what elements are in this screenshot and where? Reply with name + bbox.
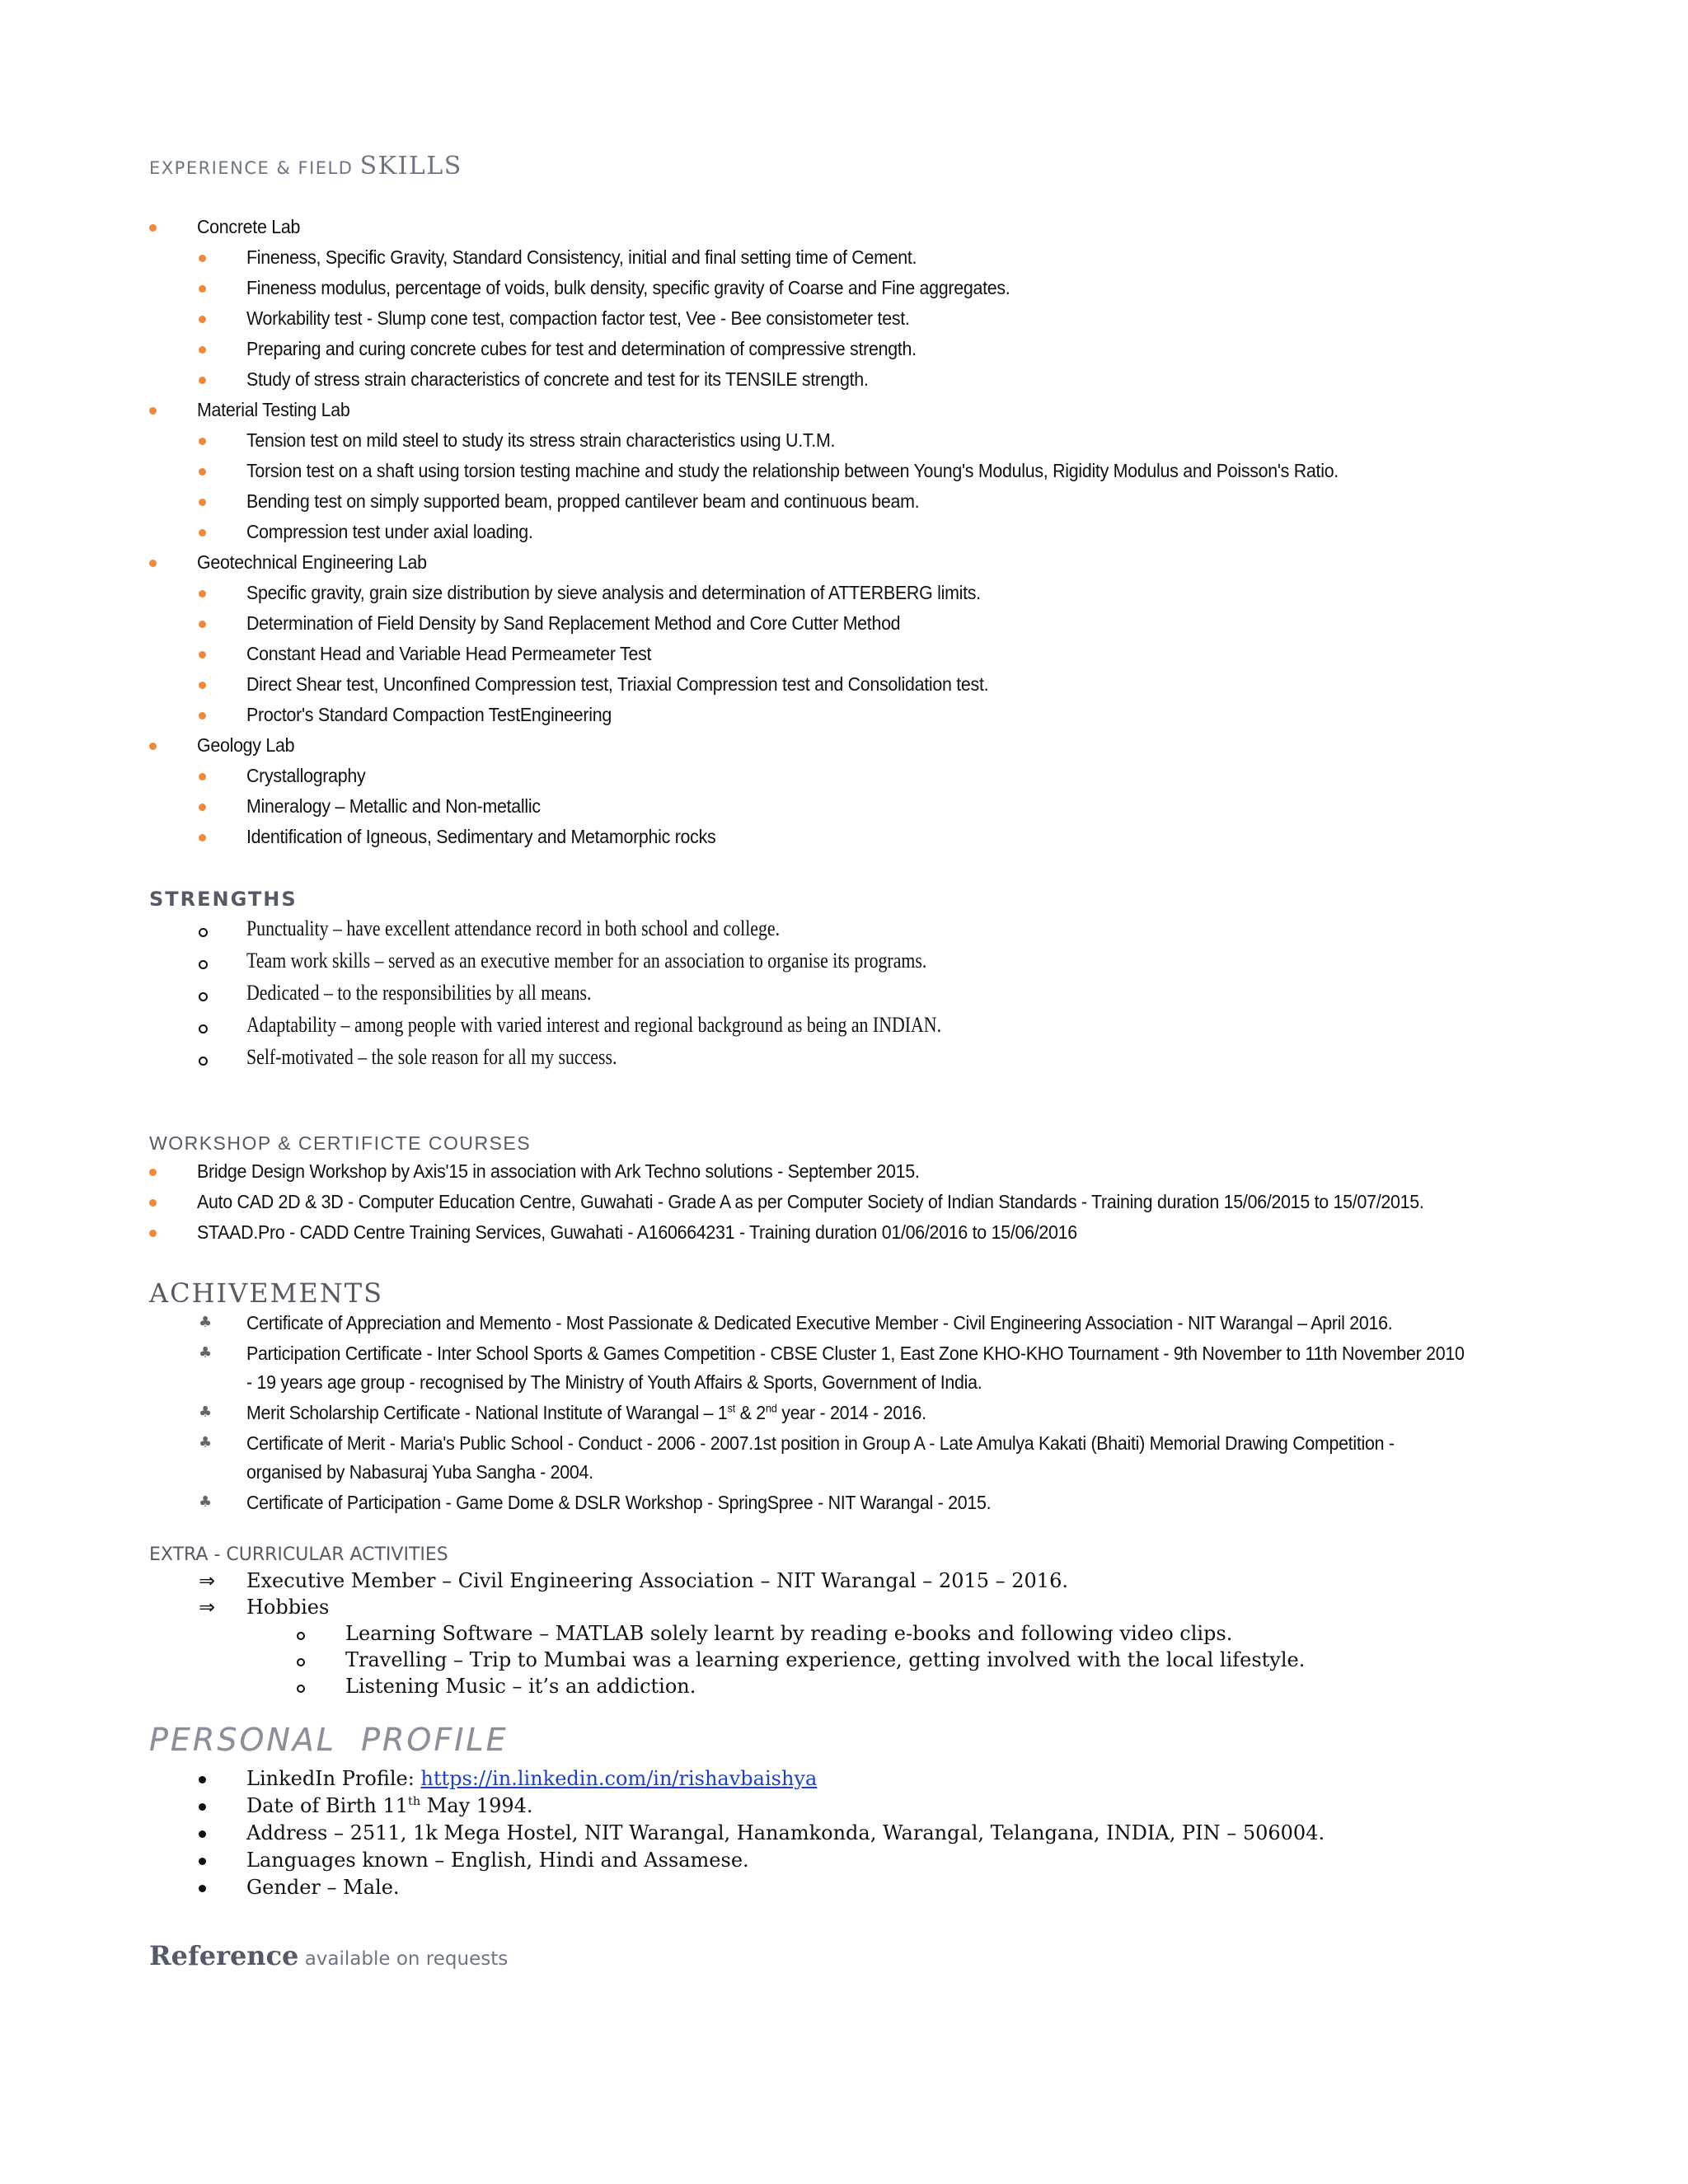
list-item-text: Certificate of Participation - Game Dome & DSLR Workshop - SpringSpree - NIT Warangal - 2015. bbox=[246, 1492, 992, 1513]
bullet-dot bbox=[199, 1858, 206, 1865]
bullet-dot bbox=[199, 712, 206, 719]
bullet-dot bbox=[199, 621, 206, 628]
list-item-text: STAAD.Pro - CADD Centre Training Services, Guwahati - A160664231 - Training duration 01/06/2016 to 15/06/2016 bbox=[197, 1221, 1077, 1243]
lab-title: Material Testing Lab bbox=[197, 399, 350, 420]
list-item-text: Preparing and curing concrete cubes for test and determination of compressive strength. bbox=[246, 338, 917, 359]
bullet-dot bbox=[199, 1830, 206, 1838]
lab-title: Geotechnical Engineering Lab bbox=[197, 551, 427, 573]
double-arrow-icon: ⇒ bbox=[199, 1596, 216, 1619]
linkedin-link[interactable]: https://in.linkedin.com/in/rishavbaishya bbox=[420, 1767, 818, 1790]
list-item-text: Study of stress strain characteristics of concrete and test for its TENSILE strength. bbox=[246, 368, 869, 390]
list-item-text: Tension test on mild steel to study its stress strain characteristics using U.T.M. bbox=[246, 429, 836, 451]
reference-subtitle: available on requests bbox=[298, 1948, 509, 1970]
bullet-dot bbox=[199, 1776, 206, 1783]
bullet-dot bbox=[149, 560, 157, 567]
list-item-text: Identification of Igneous, Sedimentary and Metamorphic rocks bbox=[246, 826, 716, 847]
list-item-text: Certificate of Appreciation and Memento - Most Passionate & Dedicated Executive Member - Civil Engineering Association - NIT Warangal – April 2016. bbox=[246, 1312, 1393, 1333]
bullet-dot bbox=[149, 1199, 157, 1207]
bullet-dot bbox=[199, 499, 206, 506]
experience-heading-small: EXPERIENCE & FIELD bbox=[149, 158, 354, 178]
bullet-dot bbox=[199, 651, 206, 658]
list-item-text: Fineness, Specific Gravity, Standard Consistency, initial and final setting time of Cement. bbox=[246, 246, 917, 268]
experience-heading-big: SKILLS bbox=[359, 152, 462, 180]
list-item-text: Travelling – Trip to Mumbai was a learning experience, getting involved with the local lifestyle. bbox=[345, 1648, 1306, 1671]
list-item-text: Date of Birth 11th May 1994. bbox=[246, 1794, 533, 1817]
bullet-dot bbox=[149, 1169, 157, 1176]
bullet-dot bbox=[199, 804, 206, 811]
bullet-circle bbox=[297, 1685, 305, 1693]
club-bullet-icon: ♣ bbox=[199, 1434, 213, 1451]
bullet-dot bbox=[149, 224, 157, 232]
club-bullet-icon: ♣ bbox=[199, 1314, 213, 1331]
list-item-text: Compression test under axial loading. bbox=[246, 521, 533, 542]
workshop-heading: WORKSHOP & CERTIFICTE COURSES bbox=[149, 1132, 532, 1154]
list-item-text: Bridge Design Workshop by Axis'15 in association with Ark Techno solutions - September 2015. bbox=[197, 1160, 920, 1182]
bullet-dot bbox=[199, 285, 206, 293]
list-item-text: Team work skills – served as an executive member for an association to organise its programs. bbox=[246, 949, 927, 972]
bullet-dot bbox=[199, 255, 206, 262]
personal-heading: PERSONAL PROFILE bbox=[149, 1722, 509, 1758]
list-item-text: Fineness modulus, percentage of voids, bulk density, specific gravity of Coarse and Fine aggregates. bbox=[246, 277, 1010, 298]
strengths-heading: STRENGTHS bbox=[149, 888, 298, 911]
bullet-dot bbox=[199, 590, 206, 598]
bullet-dot bbox=[199, 346, 206, 354]
bullet-dot bbox=[199, 529, 206, 537]
bullet-dot bbox=[199, 1885, 206, 1892]
bullet-dot bbox=[149, 407, 157, 415]
list-item-text: Mineralogy – Metallic and Non-metallic bbox=[246, 795, 541, 817]
club-bullet-icon: ♣ bbox=[199, 1344, 213, 1361]
list-item-text: Proctor's Standard Compaction TestEngineering bbox=[246, 704, 612, 725]
list-item-text: Punctuality – have excellent attendance record in both school and college. bbox=[246, 916, 781, 940]
bullet-dot bbox=[199, 438, 206, 445]
list-item-text: Determination of Field Density by Sand Replacement Method and Core Cutter Method bbox=[246, 612, 901, 634]
list-item-text: Certificate of Merit - Maria's Public School - Conduct - 2006 - 2007.1st position in Group A - Late Amulya Kakati (Bhaiti) Memorial Drawing Competition - bbox=[246, 1432, 1395, 1454]
achievements-heading: ACHIVEMENTS bbox=[149, 1277, 383, 1309]
club-bullet-icon: ♣ bbox=[199, 1404, 213, 1421]
extra-heading: EXTRA - CURRICULAR ACTIVITIES bbox=[149, 1544, 448, 1565]
list-item-text: Torsion test on a shaft using torsion testing machine and study the relationship between Young's Modulus, Rigidity Modulus and Poisson's Ratio. bbox=[246, 460, 1339, 481]
bullet-circle bbox=[199, 1024, 208, 1033]
bullet-dot bbox=[199, 316, 206, 323]
list-item-text: Languages known – English, Hindi and Assamese. bbox=[246, 1849, 749, 1872]
bullet-dot bbox=[199, 834, 206, 841]
bullet-dot bbox=[199, 773, 206, 780]
list-item-text: Bending test on simply supported beam, propped cantilever beam and continuous beam. bbox=[246, 490, 920, 512]
bullet-dot bbox=[199, 377, 206, 384]
reference-title: Reference bbox=[149, 1940, 299, 1971]
club-bullet-icon: ♣ bbox=[199, 1493, 213, 1511]
list-item-text: Direct Shear test, Unconfined Compression test, Triaxial Compression test and Consolidation test. bbox=[246, 673, 989, 695]
bullet-dot bbox=[199, 468, 206, 476]
list-item-text: Self-motivated – the sole reason for all my success. bbox=[246, 1045, 617, 1069]
list-item-text: Adaptability – among people with varied interest and regional background as being an INDIAN. bbox=[246, 1013, 942, 1037]
bullet-circle bbox=[199, 992, 208, 1001]
bullet-circle bbox=[199, 1057, 208, 1066]
list-item-text: Workability test - Slump cone test, compaction factor test, Vee - Bee consistometer test. bbox=[246, 307, 910, 329]
list-item-text: Crystallography bbox=[246, 765, 366, 786]
double-arrow-icon: ⇒ bbox=[199, 1569, 216, 1592]
bullet-circle bbox=[199, 960, 208, 969]
list-item-text: Merit Scholarship Certificate - National Institute of Warangal – 1st & 2nd year - 2014 - 2016. bbox=[246, 1402, 926, 1423]
list-item-text: Learning Software – MATLAB solely learnt by reading e-books and following video clips. bbox=[345, 1622, 1233, 1645]
bullet-dot bbox=[199, 1803, 206, 1811]
list-item-text: Executive Member – Civil Engineering Association – NIT Warangal – 2015 – 2016. bbox=[246, 1569, 1068, 1592]
list-item-text: Listening Music – it’s an addiction. bbox=[345, 1675, 696, 1698]
lab-title: Concrete Lab bbox=[197, 216, 301, 237]
reference-line bbox=[149, 1940, 508, 1971]
list-item-text: Specific gravity, grain size distribution by sieve analysis and determination of ATTERBERG limits. bbox=[246, 582, 981, 603]
list-item-text: Auto CAD 2D & 3D - Computer Education Centre, Guwahati - Grade A as per Computer Society of Indian Standards - Training duration 15/06/2015 to 15/07/2015. bbox=[197, 1191, 1424, 1212]
list-item-text: LinkedIn Profile: https://in.linkedin.com/in/rishavbaishya bbox=[246, 1767, 818, 1790]
list-item-text: Participation Certificate - Inter School Sports & Games Competition - CBSE Cluster 1, East Zone KHO-KHO Tournament - 9th November to 11th November 2010 bbox=[246, 1343, 1465, 1364]
list-item-text: Hobbies bbox=[246, 1596, 330, 1619]
lab-title: Geology Lab bbox=[197, 734, 295, 756]
bullet-dot bbox=[199, 682, 206, 689]
bullet-circle bbox=[297, 1632, 305, 1640]
bullet-dot bbox=[149, 743, 157, 750]
list-item-text: Dedicated – to the responsibilities by all means. bbox=[246, 981, 592, 1005]
bullet-circle bbox=[297, 1658, 305, 1666]
list-item-text-continued: organised by Nabasuraj Yuba Sangha - 2004. bbox=[246, 1461, 593, 1483]
list-item-text: Gender – Male. bbox=[246, 1876, 400, 1899]
experience-heading bbox=[149, 152, 462, 180]
bullet-circle bbox=[199, 928, 208, 937]
list-item-text-continued: - 19 years age group - recognised by The Ministry of Youth Affairs & Sports, Government of India. bbox=[246, 1371, 982, 1393]
bullet-dot bbox=[149, 1230, 157, 1237]
list-item-text: Constant Head and Variable Head Permeameter Test bbox=[246, 643, 652, 664]
list-item-text: Address – 2511, 1k Mega Hostel, NIT Warangal, Hanamkonda, Warangal, Telangana, INDIA, PIN – 506004. bbox=[246, 1821, 1325, 1844]
